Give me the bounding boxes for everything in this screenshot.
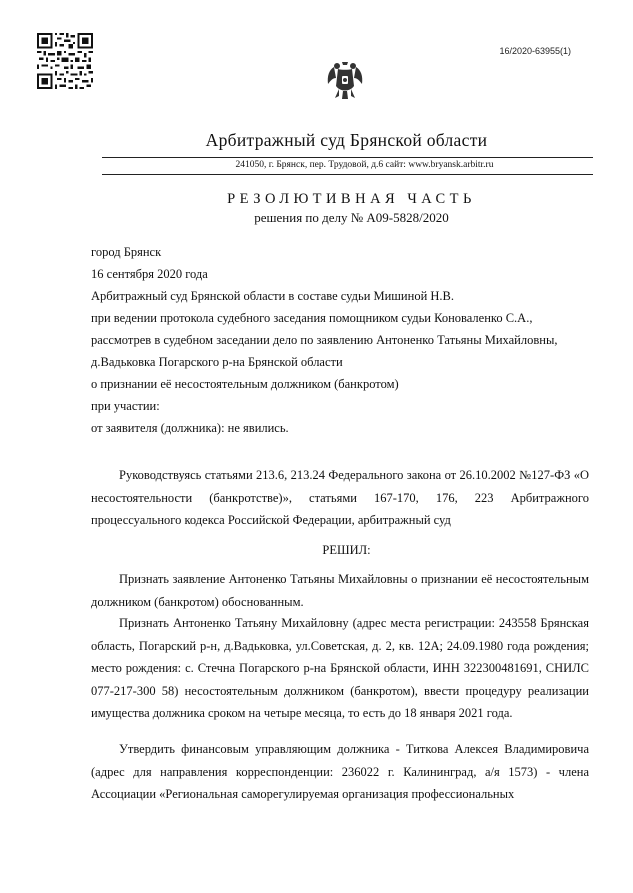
intro-line-applicant: от заявителя (должника): не явились. <box>91 421 289 435</box>
document-subtitle: решения по делу № А09-5828/2020 <box>254 210 449 225</box>
intro-line-date: 16 сентября 2020 года <box>91 267 208 281</box>
intro-line-city: город Брянск <box>91 245 162 259</box>
guided-by-paragraph: Руководствуясь статьями 213.6, 213.24 Федерального закона от 26.10.2002 №127-ФЗ «О несостоятельности (банкротстве)», статьями 167-170, 176, 223 Арбитражного процессуального кодекса Российской Федерации, арбитражный суд <box>91 468 589 527</box>
intro-line-subject: о признании её несостоятельным должником (банкротом) <box>91 377 399 391</box>
intro-line-court: Арбитражный суд Брянской области в составе судьи Мишиной Н.В. <box>91 289 454 303</box>
ruling-paragraph-3: Утвердить финансовым управляющим должника - Титкова Алексея Владимировича (адрес для направления корреспонденции: 236022 г. Калининград, а/я 1573) - члена Ассоциации «Региональная саморегулируемая организация профессиональных <box>91 742 589 801</box>
case-reference: 16/2020-63955(1) <box>499 46 571 56</box>
header-divider-top <box>102 157 593 158</box>
court-address <box>0 160 633 170</box>
intro-line-participation: при участии: <box>91 399 160 413</box>
intro-line-protocol: при ведении протокола судебного заседания помощником судьи Коноваленко С.А., <box>91 311 533 325</box>
header-divider-bottom <box>102 174 593 175</box>
ruling-paragraph-1: Признать заявление Антоненко Татьяны Михайловны о признании её несостоятельным должником (банкротом) обоснованным. <box>91 572 589 609</box>
ruling-paragraph-2: Признать Антоненко Татьяну Михайловну (адрес места регистрации: 243558 Брянская область, Погарский р-н, д.Вадьковка, ул.Советская, д. 2, кв. 12А; 24.09.1980 года рождения; место рождения: с. Стечна Погарского р-на Брянской области, ИНН 322300481691, СНИЛС 077-217-300 58) несостоятельным должником (банкротом), ввести процедуру реализации имущества должника сроком на четыре месяца, то есть до 18 января 2021 года. <box>91 616 589 720</box>
intro-line-case: рассмотрев в судебном заседании дело по заявлению Антоненко Татьяны Михайловны, <box>91 333 558 347</box>
document-title: РЕЗОЛЮТИВНАЯ ЧАСТЬ <box>227 191 476 207</box>
decided-heading: РЕШИЛ: <box>322 543 371 557</box>
coat-of-arms-icon <box>325 58 365 102</box>
court-address-text: 241050, г. Брянск, пер. Трудовой, д.6 сайт: <box>235 160 409 170</box>
intro-line-location: д.Вадьковка Погарского р-на Брянской области <box>91 355 343 369</box>
qr-code <box>37 33 93 89</box>
court-name: Арбитражный суд Брянской области <box>205 130 488 150</box>
court-website-link[interactable]: www.bryansk.arbitr.ru <box>408 160 494 170</box>
